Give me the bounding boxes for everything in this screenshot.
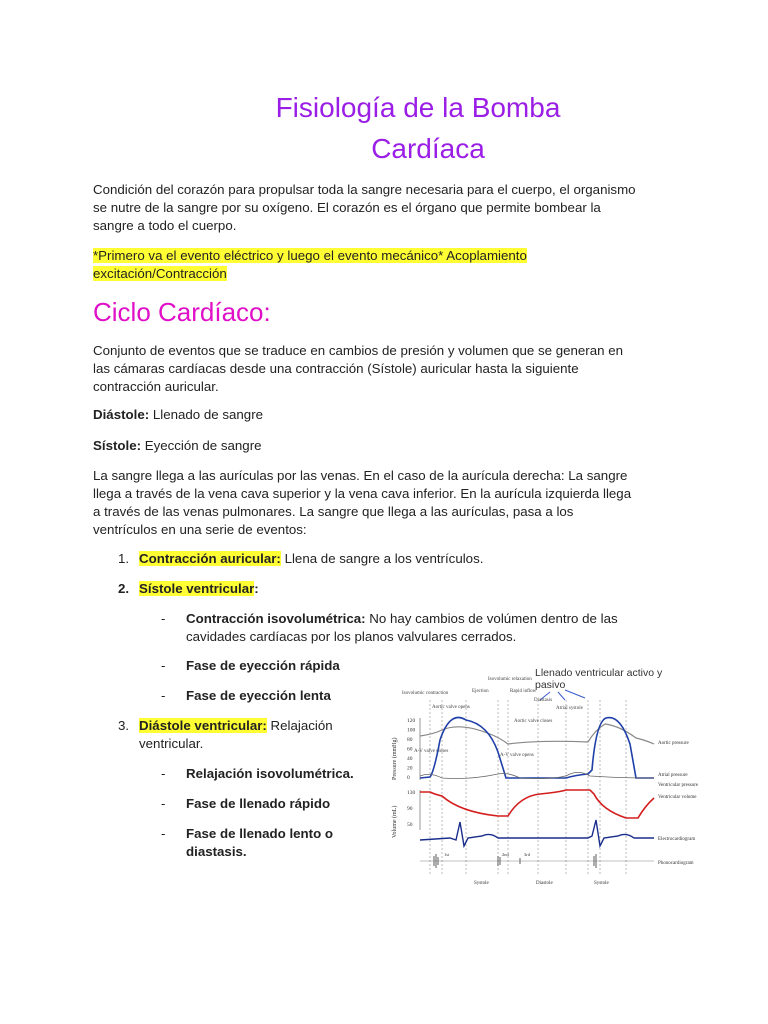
label-av-valve-opens: A-V valve opens (500, 753, 534, 758)
label-ventricular-pressure: Ventricular pressure (658, 783, 699, 788)
sub-item-isovolumetric (186, 610, 618, 628)
volume-tick-label: 50 (407, 822, 413, 828)
sistole-definition (93, 437, 673, 455)
axis-pressure: Pressure (mmHg) (392, 737, 398, 780)
intro-paragraph (93, 181, 673, 235)
highlight-note (93, 247, 673, 283)
list-number-3: 3. (118, 718, 130, 733)
page-title-line2: Cardíaca (371, 133, 485, 164)
intro-line: se nutre de la sangre por su oxígeno. El corazón es el órgano que permite bombear la (93, 200, 601, 215)
diastole-label: Diástole: (93, 407, 150, 422)
pressure-tick-label: 120 (407, 718, 416, 724)
label-atrial-pressure: Atrial pressure (658, 773, 688, 778)
pressure-tick-label: 0 (407, 775, 410, 781)
label-rapid-inflow: Rapid inflow (510, 689, 537, 694)
diastole-text: Llenado de sangre (149, 407, 264, 422)
sub-item-rapid-ejection: Fase de eyección rápida (186, 658, 340, 673)
page-title-line1: Fisiología de la Bomba (275, 92, 561, 123)
label-atrial-systole: Atrial systole (556, 706, 583, 711)
list-number-1: 1. (118, 551, 130, 566)
label-aortic-pressure: Aortic pressure (658, 741, 689, 746)
intro-line: sangre a todo el cuerpo. (93, 218, 237, 233)
volume-tick-label: 90 (407, 806, 413, 812)
highlight-line: *Primero va el evento eléctrico y luego el evento mecánico* Acoplamiento (93, 248, 527, 263)
label-av-valve-closes: A-V valve closes (414, 749, 449, 754)
sub-item-rapid-fill: Fase de llenado rápido (186, 796, 331, 811)
list-item-1-label: Contracción auricular: (139, 551, 281, 566)
sub-item-label: Contracción isovolumétrica: (186, 611, 366, 626)
label-ejection: Ejection (472, 689, 489, 694)
label-ventricular-volume: Ventricular volume (658, 795, 697, 800)
label-isovolumic-contraction: Isovolumic contraction (402, 691, 449, 696)
annotation-top-1: Llenado ventricular activo y (535, 667, 663, 679)
wiggers-diagram (390, 660, 699, 895)
pressure-tick-label: 20 (407, 765, 413, 772)
list-item-1 (139, 550, 483, 568)
annotation-top-2: pasivo (535, 679, 566, 691)
definition-line: Conjunto de eventos que se traduce en cambios de presión y volumen que se generan en (93, 343, 624, 358)
label-systole-1: Systole (474, 881, 489, 886)
intro-line: Condición del corazón para propulsar toda la sangre necesaria para el cuerpo, el organismo (93, 182, 636, 197)
paragraph-line: La sangre llega a las aurículas por las venas. En el caso de la aurícula derecha: La sangre (93, 468, 628, 483)
sub-bullet: - (161, 658, 166, 673)
list-item-2-label: Sístole ventricular (139, 581, 255, 596)
list-item-1-text: Llena de sangre a los ventrículos. (280, 551, 484, 566)
label-diastole: Diastole (536, 881, 553, 886)
blood-flow-paragraph (93, 467, 673, 539)
sub-item-text: No hay cambios de volúmen dentro de las (365, 611, 618, 626)
sub-bullet: - (161, 611, 166, 626)
list-number-2: 2. (118, 581, 130, 596)
axis-volume: Volume (mL) (392, 805, 398, 838)
sub-bullet: - (161, 796, 166, 811)
pressure-tick-label: 100 (407, 727, 416, 734)
sub-bullet: - (161, 826, 166, 841)
ecg-curve (420, 820, 654, 846)
sub-bullet: - (161, 688, 166, 703)
sub-item-text-cont: cavidades cardíacas por los planos valvulares cerrados. (186, 629, 517, 644)
label-systole-2: Systole (594, 881, 609, 886)
paragraph-line: ventrículos en una serie de eventos: (93, 522, 307, 537)
heart-sound-1st: 1st (444, 852, 450, 857)
sub-item-slow-fill-cont: diastasis. (186, 844, 247, 859)
heart-sound-3rd: 3rd (524, 852, 530, 857)
aortic-pressure-curve (420, 724, 654, 744)
heart-sound-2nd: 2nd (502, 852, 509, 857)
volume-ticks (407, 790, 416, 828)
label-electrocardiogram: Electrocardiogram (658, 837, 696, 842)
label-aortic-valve-opens: Aortic valve opens (432, 705, 470, 710)
sub-bullet: - (161, 766, 166, 781)
definition-line: contracción auricular. (93, 379, 219, 394)
label-phonocardiogram: Phonocardiogram (658, 861, 694, 866)
pressure-tick-label: 60 (407, 746, 413, 753)
list-item-3 (139, 717, 333, 735)
list-item-2 (139, 580, 259, 598)
sub-item-slow-ejection: Fase de eyección lenta (186, 688, 331, 703)
diastole-definition (93, 406, 673, 424)
definition-line: las cámaras cardíacas desde una contracción (Sístole) auricular hasta la siguiente (93, 361, 579, 376)
sistole-label: Sístole: (93, 438, 142, 453)
list-item-3-text: Relajación (266, 718, 333, 733)
paragraph-line: llega a través de la vena cava superior y la vena cava inferior. En la aurícula izquierda llega (93, 486, 632, 501)
sub-item-slow-fill: Fase de llenado lento o (186, 826, 334, 841)
label-aortic-valve-closes: Aortic valve closes (514, 719, 553, 724)
paragraph-line: a través de las venas pulmonares. La sangre que llega a las aurículas, pasa a los (93, 504, 574, 519)
list-item-3-cont: ventricular. (139, 736, 204, 751)
list-item-3-label: Diástole ventricular: (139, 718, 267, 733)
highlight-line: excitación/Contracción (93, 266, 227, 281)
pressure-tick-label: 80 (407, 737, 413, 743)
section-title: Ciclo Cardíaco: (93, 297, 271, 327)
ventricular-volume-curve (420, 790, 654, 818)
volume-tick-label: 130 (407, 790, 416, 796)
sistole-text: Eyección de sangre (141, 438, 262, 453)
label-diastasis: Diastasis (534, 698, 553, 703)
list-item-2-colon: : (254, 581, 259, 596)
cycle-definition (93, 342, 673, 396)
sub-item-isovol-relax: Relajación isovolumétrica. (186, 766, 354, 781)
label-isovolumic-relaxation: Isovolumic relaxation (488, 677, 532, 682)
pressure-tick-label: 40 (407, 756, 413, 762)
